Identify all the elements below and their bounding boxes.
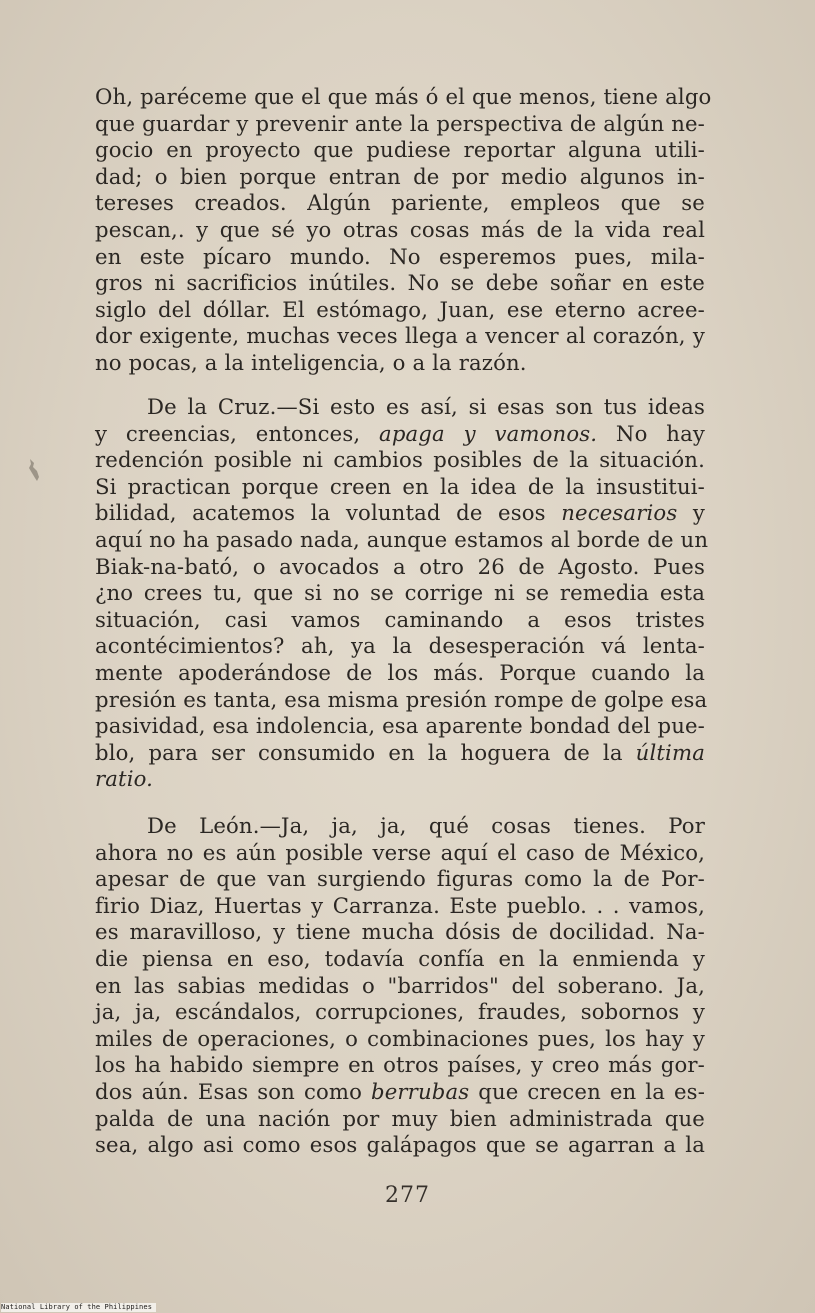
text-line: en este pícaro mundo. No esperemos pues, mila- — [95, 243, 705, 269]
text-line: ¿no crees tu, que si no se corrige ni se remedia esta — [95, 580, 705, 606]
text-line: dor exigente, muchas veces llega a vencer al corazón, y — [95, 323, 705, 349]
text-line: die piensa en eso, todavía confía en la enmienda y — [95, 945, 705, 971]
text-line: Si practican porque creen en la idea de la insustitui- — [95, 473, 705, 499]
text-line: apesar de que van surgiendo figuras como la de Por- — [95, 866, 705, 892]
text-line: ahora no es aún posible verse aquí el caso de México, — [95, 839, 705, 865]
text-line: Biak-na-bató, o avocados a otro 26 de Agosto. Pues — [95, 553, 705, 579]
paragraph-2 — [95, 394, 709, 793]
text-line: presión es tanta, esa misma presión rompe de golpe esa — [95, 686, 708, 712]
text-line: gros ni sacrificios inútiles. No se debe soñar en este — [95, 270, 705, 296]
text-line: acontécimientos? ah, ya la desesperación vá lenta- — [95, 633, 705, 659]
text-line: tereses creados. Algún pariente, empleos que se — [95, 190, 705, 216]
text-line: miles de operaciones, o combinaciones pues, los hay y — [95, 1025, 705, 1051]
text-line: Oh, paréceme que el que más ó el que menos, tiene algo — [95, 84, 712, 109]
text-line: De la Cruz.—Si esto es así, si esas son tus ideas — [147, 394, 705, 419]
text-line: situación, casi vamos caminando a esos tristes — [95, 606, 705, 632]
text-line: mente apoderándose de los más. Porque cuando la — [95, 659, 705, 685]
text-line: gocio en proyecto que pudiese reportar alguna utili- — [95, 137, 705, 163]
paragraph-1 — [95, 84, 712, 377]
text-line: siglo del dóllar. El estómago, Juan, ese eterno acree- — [95, 296, 705, 322]
text-line: blo, para ser consumido en la hoguera de la última — [95, 739, 705, 765]
text-line: redención posible ni cambios posibles de la situación. — [95, 447, 705, 473]
text-line: en las sabias medidas o "barridos" del soberano. Ja, — [95, 972, 705, 998]
text-line: dad; o bien porque entran de por medio algunos in- — [95, 163, 705, 189]
text-line: palda de una nación por muy bien administrada que — [95, 1105, 705, 1131]
library-footer: National Library of the Philippines — [1, 1303, 156, 1312]
text-line: De León.—Ja, ja, ja, qué cosas tienes. Por — [147, 813, 705, 838]
paragraph-3 — [95, 813, 705, 1159]
text-line: firio Diaz, Huertas y Carranza. Este pueblo. . . vamos, — [95, 892, 705, 918]
text-line: sea, algo asi como esos galápagos que se agarran a la — [95, 1132, 705, 1158]
text-line: no pocas, a la inteligencia, o a la razón. — [95, 349, 527, 375]
text-line: ratio. — [95, 766, 154, 792]
text-line: es maravilloso, y tiene mucha dósis de docilidad. Na- — [95, 919, 705, 945]
page-number: 277 — [385, 1183, 430, 1208]
text-line: pasividad, esa indolencia, esa aparente bondad del pue- — [95, 713, 705, 739]
text-line: y creencias, entonces, apaga y vamonos. No hay — [95, 420, 705, 446]
text-line: los ha habido siempre en otros países, y creo más gor- — [95, 1052, 705, 1078]
text-line: bilidad, acatemos la voluntad de esos necesarios y — [95, 500, 705, 526]
text-line: pescan,. y que sé yo otras cosas más de la vida real — [95, 216, 705, 242]
text-line: ja, ja, escándalos, corrupciones, fraudes, sobornos y — [95, 999, 705, 1025]
text-line: dos aún. Esas son como berrubas que crecen en la es- — [95, 1078, 705, 1104]
text-line: aquí no ha pasado nada, aunque estamos al borde de un — [95, 526, 709, 552]
ink-stain — [27, 457, 43, 483]
text-line: que guardar y prevenir ante la perspectiva de algún ne- — [95, 110, 705, 136]
